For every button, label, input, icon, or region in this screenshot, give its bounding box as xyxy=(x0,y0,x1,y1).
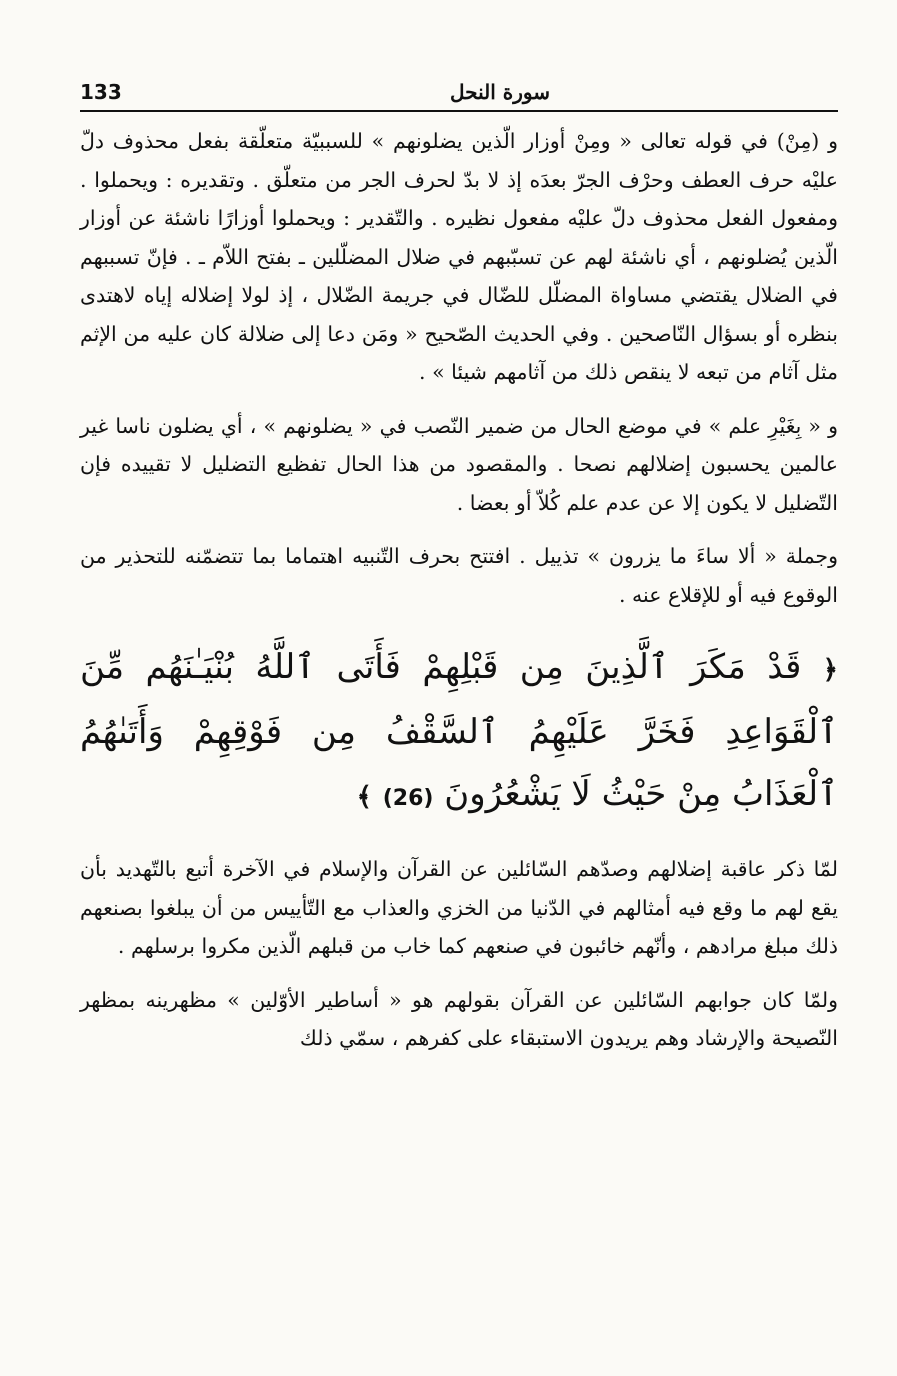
header-rule xyxy=(80,110,838,112)
paragraph-commentary-2: و « بِغَيْرِ علم » في موضع الحال من ضمير النّصب في « يضلونهم » ، أي يضلون ناسا غير عالمين يحسبون إضلالهم نصحا . والمقصود من هذا الحال تفظيع التضليل لا تقييده فإن التّضليل لا يكون إلا عن عدم علم كُلاّ أو بعضا . xyxy=(80,413,838,515)
verse-text: قَدْ مَكَرَ ٱلَّذِينَ مِن قَبْلِهِمْ فَأَتَى ٱللَّهُ بُنْيَـٰنَهُم مِّنَ ٱلْقَوَاعِدِ فَخَرَّ عَلَيْهِمُ ٱلسَّقْفُ مِن فَوْقِهِمْ وَأَتَىٰهُمُ ٱلْعَذَابُ مِنْ حَيْثُ لَا يَشْعُرُونَ xyxy=(80,647,838,814)
paragraph-tafsir-1: لمّا ذكر عاقبة إضلالهم وصدّهم السّائلين عن القرآن والإسلام في الآخرة أتبع بالتّهديد بأن يقع لهم ما وقع فيه أمثالهم في الدّنيا من الخزي والعذاب مع التّأييس من أن يبلغوا بصنعهم ذلك مبلغ مرادهم ، وأنّهم خائبون في صنعهم كما خاب من قبلهم الّذين مكروا برسلهم . xyxy=(80,857,838,958)
page-number: 133 xyxy=(80,80,122,104)
verse-open-bracket: ﴿ xyxy=(822,655,838,685)
paragraph-commentary-3: وجملة « ألا ساءَ ما يزرون » تذييل . افتتح بحرف التّنبيه اهتماما بما تتضمّنه للتحذير من الوقوع فيه أو للإقلاع عنه . xyxy=(80,544,838,607)
verse-number: (26) xyxy=(382,786,434,811)
page-header xyxy=(80,80,838,108)
verse-close-bracket: ﴾ xyxy=(356,782,372,812)
paragraph-commentary-1: و (مِنْ) في قوله تعالى « ومِنْ أوزار الّذين يضلونهم » للسببيّة متعلّقة بفعل محذوف دلّ عليْه حرف العطف وحرْف الجرّ بعدَه إذ لا بدّ لحرف الجر من متعلّق . وتقديره : ويحملوا . ومفعول الفعل محذوف دلّ عليْه مفعول نظيره . والتّقدير : ويحملوا أوزارًا ناشئة عن أوزار الّذين يُضلونهم ، أي ناشئة لهم عن تسبّبهم في ضلال المضلّلين ـ بفتح اللاّم ـ . فإنّ تسببهم في الضلال يقتضي مساواة المضلّل للضّال في جريمة الضّلال ، إذ لولا إضلاله إياه لاهتدى بنظره أو بسؤال النّاصحين . وفي الحديث الصّحيح « ومَن دعا إلى ضلالة كان عليه من الإثم مثل آثام من تبعه لا ينقص ذلك من آثامهم شيئا » . xyxy=(80,129,838,384)
paragraph-tafsir-2: ولمّا كان جوابهم السّائلين عن القرآن بقولهم هو « أساطير الأوّلين » مظهرينه بمظهر النّصيحة والإرشاد وهم يريدون الاستبقاء على كفرهم ، سمّي ذلك xyxy=(80,987,838,1050)
page-body xyxy=(80,122,838,1058)
quran-verse xyxy=(80,636,838,830)
surah-title: سورة النحل xyxy=(450,80,550,104)
